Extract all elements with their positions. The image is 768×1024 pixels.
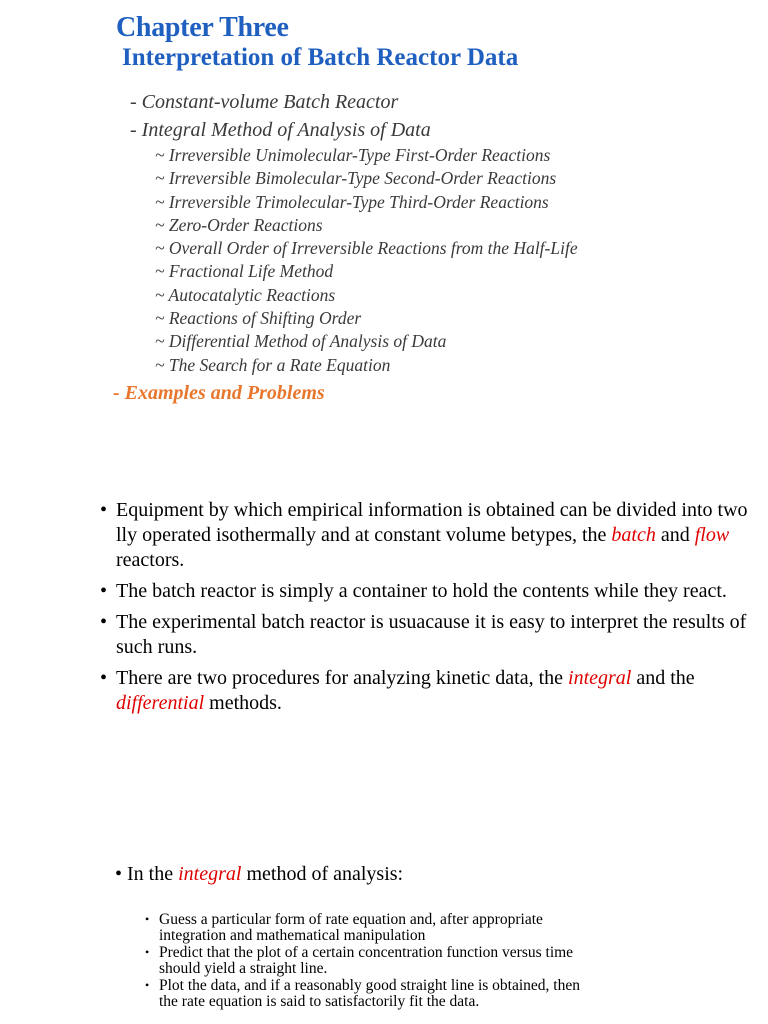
bullet-item (100, 610, 750, 660)
examples-heading: - Examples and Problems (113, 382, 325, 404)
step-line: the rate equation is said to satisfactorily fit the data. (159, 992, 480, 1010)
integral-term: integral (178, 863, 242, 885)
subtopic-item: ~ Zero-Order Reactions (155, 214, 323, 235)
bullet-icon: • (100, 611, 108, 633)
step-line: should yield a straight line. (159, 959, 328, 977)
heading-text: In the (127, 863, 179, 885)
step-item (145, 912, 665, 943)
integral-method-heading (115, 863, 403, 886)
topic-constant-volume: - Constant-volume Batch Reactor (130, 91, 399, 113)
subtopic-list (155, 145, 578, 378)
bullet-text: There are two procedures for analyzing kinetic data, the (116, 667, 569, 689)
bullet-text: The experimental batch reactor is usuacause it is easy to interpret the results of such runs. (116, 611, 747, 658)
bullet-icon: • (145, 978, 150, 992)
subtopic-item: ~ Irreversible Unimolecular-Type First-Order Reactions (155, 145, 551, 165)
bullet-text: The batch reactor is simply a container to hold the contents while they react. (116, 580, 727, 602)
step-item (145, 945, 665, 976)
subtopic-item: ~ Fractional Life Method (155, 261, 334, 282)
step-line: Predict that the plot of a certain concentration function versus time (159, 944, 574, 961)
step-line: Guess a particular form of rate equation and, after appropriate (159, 911, 543, 928)
chapter-heading: Chapter Three (116, 12, 289, 43)
bullet-icon: • (145, 945, 150, 959)
subtopic-item: ~ Reactions of Shifting Order (155, 308, 362, 329)
bullet-text: Equipment by which empirical information is obtained can be divided into two lly operated isothermally and at constant volume betypes, the (116, 499, 748, 546)
step-line: Plot the data, and if a reasonably good straight line is obtained, then (159, 977, 580, 994)
bullet-text: methods. (204, 692, 282, 714)
topic-integral-method: - Integral Method of Analysis of Data (130, 119, 431, 141)
flow-term: flow (694, 524, 730, 546)
subtopic-item: ~ Irreversible Trimolecular-Type Third-Order Reactions (155, 191, 549, 212)
integral-steps-list (145, 912, 665, 1011)
batch-reactor-bullets (100, 498, 750, 722)
bullet-icon: • (100, 667, 108, 689)
step-line: integration and mathematical manipulation (159, 926, 426, 944)
bullet-icon: • (100, 499, 108, 521)
differential-term: differential (116, 692, 205, 714)
bullet-icon: • (100, 580, 108, 602)
bullet-icon: • (115, 863, 123, 885)
step-item (145, 978, 665, 1009)
bullet-item (100, 579, 750, 604)
bullet-text: and the (631, 667, 695, 689)
subtopic-item: ~ Differential Method of Analysis of Data (155, 331, 447, 352)
bullet-item (100, 666, 750, 716)
subtopic-item: ~ Autocatalytic Reactions (155, 284, 336, 305)
bullet-icon: • (145, 912, 150, 926)
bullet-text: reactors. (116, 549, 185, 571)
subtopic-item: ~ Overall Order of Irreversible Reactions from the Half-Life (155, 238, 578, 259)
subtopic-item: ~ Irreversible Bimolecular-Type Second-Order Reactions (155, 168, 557, 189)
bullet-text: and (655, 524, 695, 546)
heading-text: method of analysis: (241, 863, 404, 885)
batch-term: batch (611, 524, 656, 546)
bullet-item (100, 498, 750, 573)
chapter-title: Interpretation of Batch Reactor Data (122, 44, 519, 71)
integral-term: integral (568, 667, 632, 689)
subtopic-item: ~ The Search for a Rate Equation (155, 354, 391, 375)
